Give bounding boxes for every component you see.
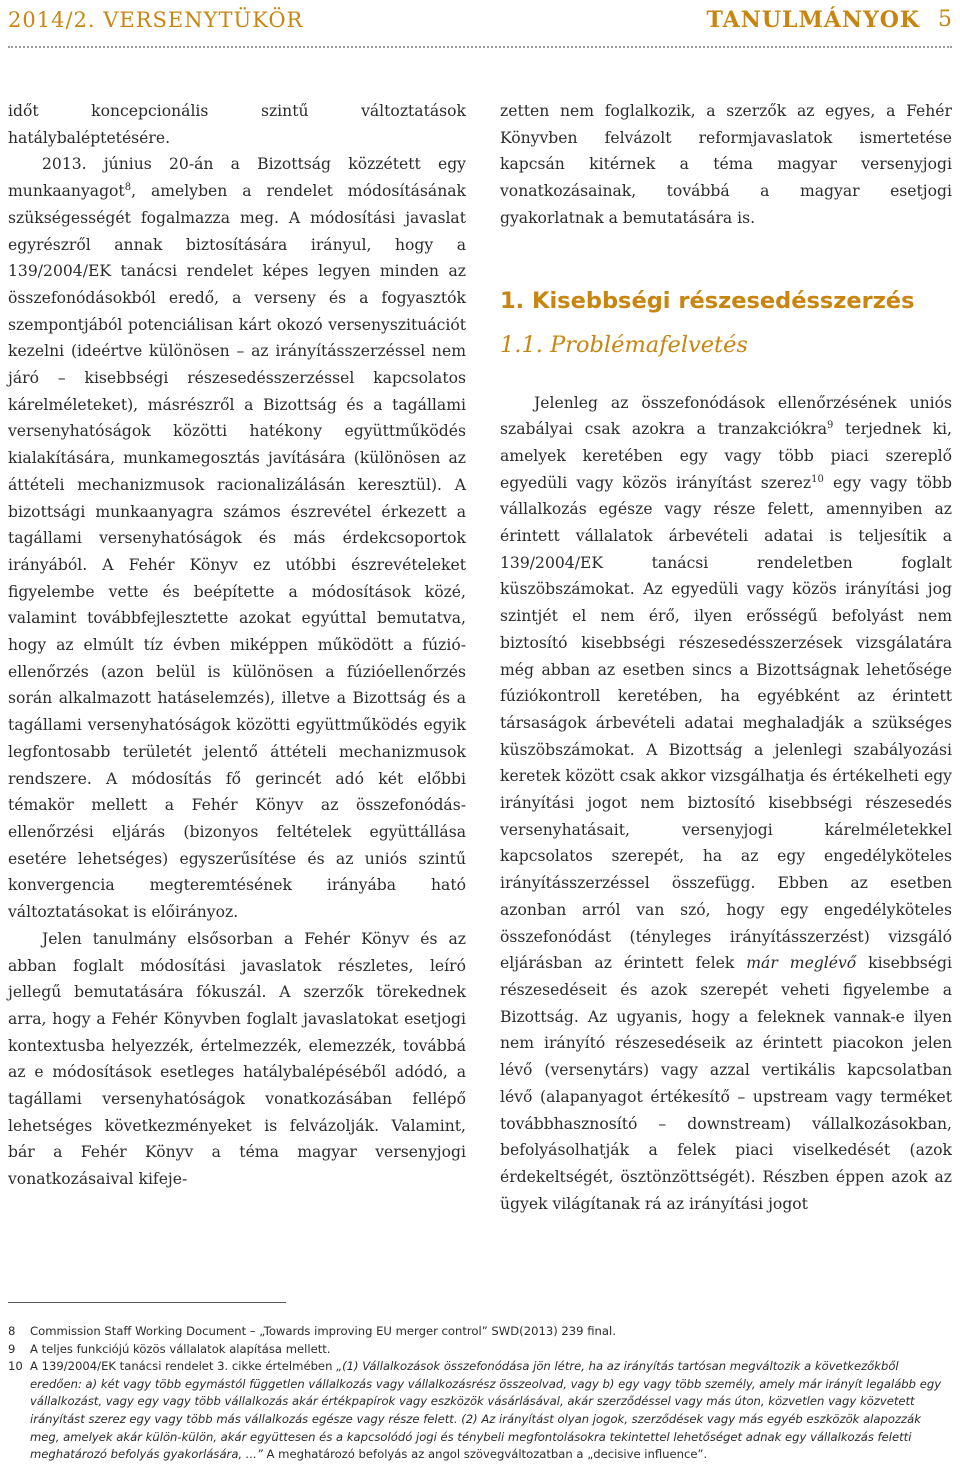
right-paragraph-2-emphasis: már meglévő bbox=[746, 954, 857, 973]
footnote-8 bbox=[8, 1323, 952, 1341]
right-column bbox=[500, 98, 952, 1217]
footnote-text-end: A meghatározó befolyás az angol szövegváltozatban a „decisive influence”. bbox=[262, 1447, 708, 1462]
left-paragraph-2-rest: , amelyben a rendelet módosításának szükségességét fogalmazza meg. A módosítási javaslat egyrészről annak biztosítására irányul, hogy a 139/2004/EK tanácsi rendelet képes legyen minden az összefonódásokból eredő, a verseny és a fogyasztók szempontjából potenciálisan kárt okozó versenyszituációt kezelni (ideértve különösen – az irányításszerzéssel nem járó – kisebbségi részesedésszerzéssel kapcsolatos kárelméleteket), másrészről a Bizottság és a tagállami versenyhatóságok közötti hatékony együttműködés kialakítására, munkamegosztás javítására (különösen az áttételi mechanizmusok racionalizálásán keresztül). A bizottsági munkaanyagra számos észrevétel érkezett a tagállami versenyhatóságok és más érdekcsoportok irányából. A Fehér Könyv ez utóbbi észrevételeket figyelembe vette és beépítette a módosítások közé, valamint továbbfejlesztette azokat egyúttal bemutatva, hogy az elmúlt tíz évben miképpen működött a fúzió-ellenőrzés (azon belül is különösen a fúzióellenőrzés során alkalmazott hatáselemzés), illetve a Bizottság és a tagállami versenyhatóságok közötti együttműködés egyik legfontosabb területét jelentő áttételi mechanizmusok rendszere. A módosítás fő gerincét adó két előbbi témakör mellett a Fehér Könyv az összefonódás-ellenőrzési eljárás (bizonyos feltételek együttállása esetére lehetséges) egyszerűsítése és az uniós szintű konvergencia megteremtésének irányába ható változtatásokat is előirányoz. bbox=[8, 182, 466, 922]
footnote-ref-9[interactable]: 9 bbox=[827, 420, 834, 432]
left-column bbox=[8, 98, 466, 1193]
header-divider bbox=[8, 46, 952, 48]
footnote-10 bbox=[8, 1358, 952, 1464]
left-paragraph-2-start: 2013. június 20-án a Bizottság közzétett egy munkaanyagot bbox=[8, 155, 466, 201]
footnote-number: 8 bbox=[8, 1324, 16, 1338]
left-paragraph-2 bbox=[8, 151, 466, 925]
subsection-heading: 1.1. Problémafelvetés bbox=[500, 331, 748, 358]
right-paragraph-2-cont: egy vagy több vállalkozás egésze vagy része felett, amennyiben az érintett vállalatok árbevételi adatai is teljesítik a 139/2004/EK tanácsi rendeletben foglalt küszöbszámokat. Az egyedüli vagy közös irányítási jog szintjét el nem érő, ilyen erősségű befolyást nem biztosító kisebbségi részesedésszerzések vizsgálatára még abban az esetben sincs a Bizottságnak lehetősége fúziókontroll keretében, ha egyébként az érintett társaságok árbevételi adatai meghaladják a szükséges küszöbszámokat. A Bizottság a jelenlegi szabályozási keretek között csak akkor vizsgálhatja és értékelheti egy irányítási jogot nem biztosító kisebbségi részesedés versenyhatásait, versenyjogi kárelméletekkel kapcsolatos szerepét, ha az egy engedélyköteles irányításszerzéssel összefügg. Ebben az esetben azonban arról van szó, hogy egy engedélyköteles összefonódást (tényleges irányításszerzést) vizsgáló eljárásban az érintett felek bbox=[500, 473, 952, 973]
right-paragraph-2-mid: terjednek ki, amelyek keretében egy vagy több piaci szereplő egyedüli vagy közös irányítást szerez bbox=[500, 420, 952, 492]
right-paragraph-1: zetten nem foglalkozik, a szerzők az egyes, a Fehér Könyvben felvázolt reformjavaslatok ismertetése kapcsán kitérnek a téma magyar versenyjogi vonatkozásainak, továbbá a magyar esetjogi gyakorlatnak a bemutatására is. bbox=[500, 102, 952, 227]
page-header bbox=[8, 2, 952, 36]
right-paragraph-2-end: kisebbségi részesedéseit és azok szerepét veheti figyelembe a Bizottság. Az ugyanis, hogy a feleknek vannak-e ilyen nem irányító részesedéseik az érintett piacokon jelen lévő (versenytárs) vagy azzal vertikális kapcsolatban lévő (alapanyagot értékesítő – upstream vagy terméket továbbhasznosító – downstream) vállalkozásokban, befolyásolhatják a felek piaci viselkedését (azok érdekeltségét, ösztönzöttségét). Részben éppen azok az ügyek világítanak rá az irányítási jogot bbox=[500, 954, 953, 1213]
section-heading: 1. Kisebbségi részesedésszerzés bbox=[500, 287, 915, 314]
footnote-number: 9 bbox=[8, 1341, 16, 1356]
left-paragraph-3: Jelen tanulmány elsősorban a Fehér Könyv és az abban foglalt módosítási javaslatok részletes, leíró jellegű bemutatására fókuszál. A szerzők törekednek arra, hogy a Fehér Könyvben foglalt javaslatokat esetjogi kontextusba helyezzék, értelmezzék, elemezzék, továbbá az e módosítások esetleges hatálybalépéséből adódó, a tagállami versenyhatóságok vonatkozásában fellépő lehetséges következményeket is felvázolják. Valamint, bár a Fehér Könyv a téma magyar versenyjogi vonatkozásaival kifeje- bbox=[8, 929, 466, 1189]
right-paragraph-2-start: Jelenleg az összefonódások ellenőrzésének uniós szabályai csak azokra a tranzakciókra bbox=[500, 393, 952, 439]
section-title: TANULMÁNYOK bbox=[706, 7, 920, 33]
journal-title: 2014/2. VERSENYTÜKÖR bbox=[8, 8, 304, 32]
footnote-text: Commission Staff Working Document – „Towards improving EU merger control” SWD(2013) 239 final. bbox=[30, 1324, 616, 1338]
footnote-number: 10 bbox=[8, 1359, 23, 1374]
footnote-quote: „(1) Vállalkozások összefonódása jön létre, ha az irányítás tartósan megváltozik a következőkből eredően: a) két vagy több egymástól független vállalkozás vagy vállalkozásrész összeolvad, vagy b) egy vagy több személy, amely már irányít legalább egy vállalkozást, vagy egy vagy több vállalkozás akár értékpapírok vagy eszközök vásárlásával, akár szerződéssel vagy más úton, közvetlen vagy közvetett irányítást szerez egy vagy több más vállalkozás egésze vagy része felett. (2) Az irányítást olyan jogok, szerződések vagy más egyéb eszközök alapozzák meg, amelyek akár külön-külön, akár együttesen és a kapcsolódó jogi és ténybeli megfontolásokra tekintettel lehetőséget adnak egy vállalkozás feletti meghatározó befolyás gyakorlására, ...” bbox=[30, 1359, 942, 1462]
footnote-divider bbox=[8, 1302, 286, 1303]
page-number: 5 bbox=[938, 7, 952, 32]
footnote-9 bbox=[8, 1341, 952, 1359]
left-paragraph-1: időt koncepcionális szintű változtatások hatálybaléptetésére. bbox=[8, 102, 466, 147]
footnote-text: A teljes funkciójú közös vállalatok alapítása mellett. bbox=[30, 1341, 331, 1356]
footnote-ref-8[interactable]: 8 bbox=[124, 181, 132, 193]
right-paragraph-2 bbox=[500, 390, 952, 1218]
footnotes bbox=[8, 1323, 952, 1464]
footnote-ref-10[interactable]: 10 bbox=[811, 473, 824, 485]
footnote-text-start: A 139/2004/EK tanácsi rendelet 3. cikke értelmében bbox=[30, 1359, 337, 1374]
footnote-text bbox=[30, 1358, 952, 1464]
